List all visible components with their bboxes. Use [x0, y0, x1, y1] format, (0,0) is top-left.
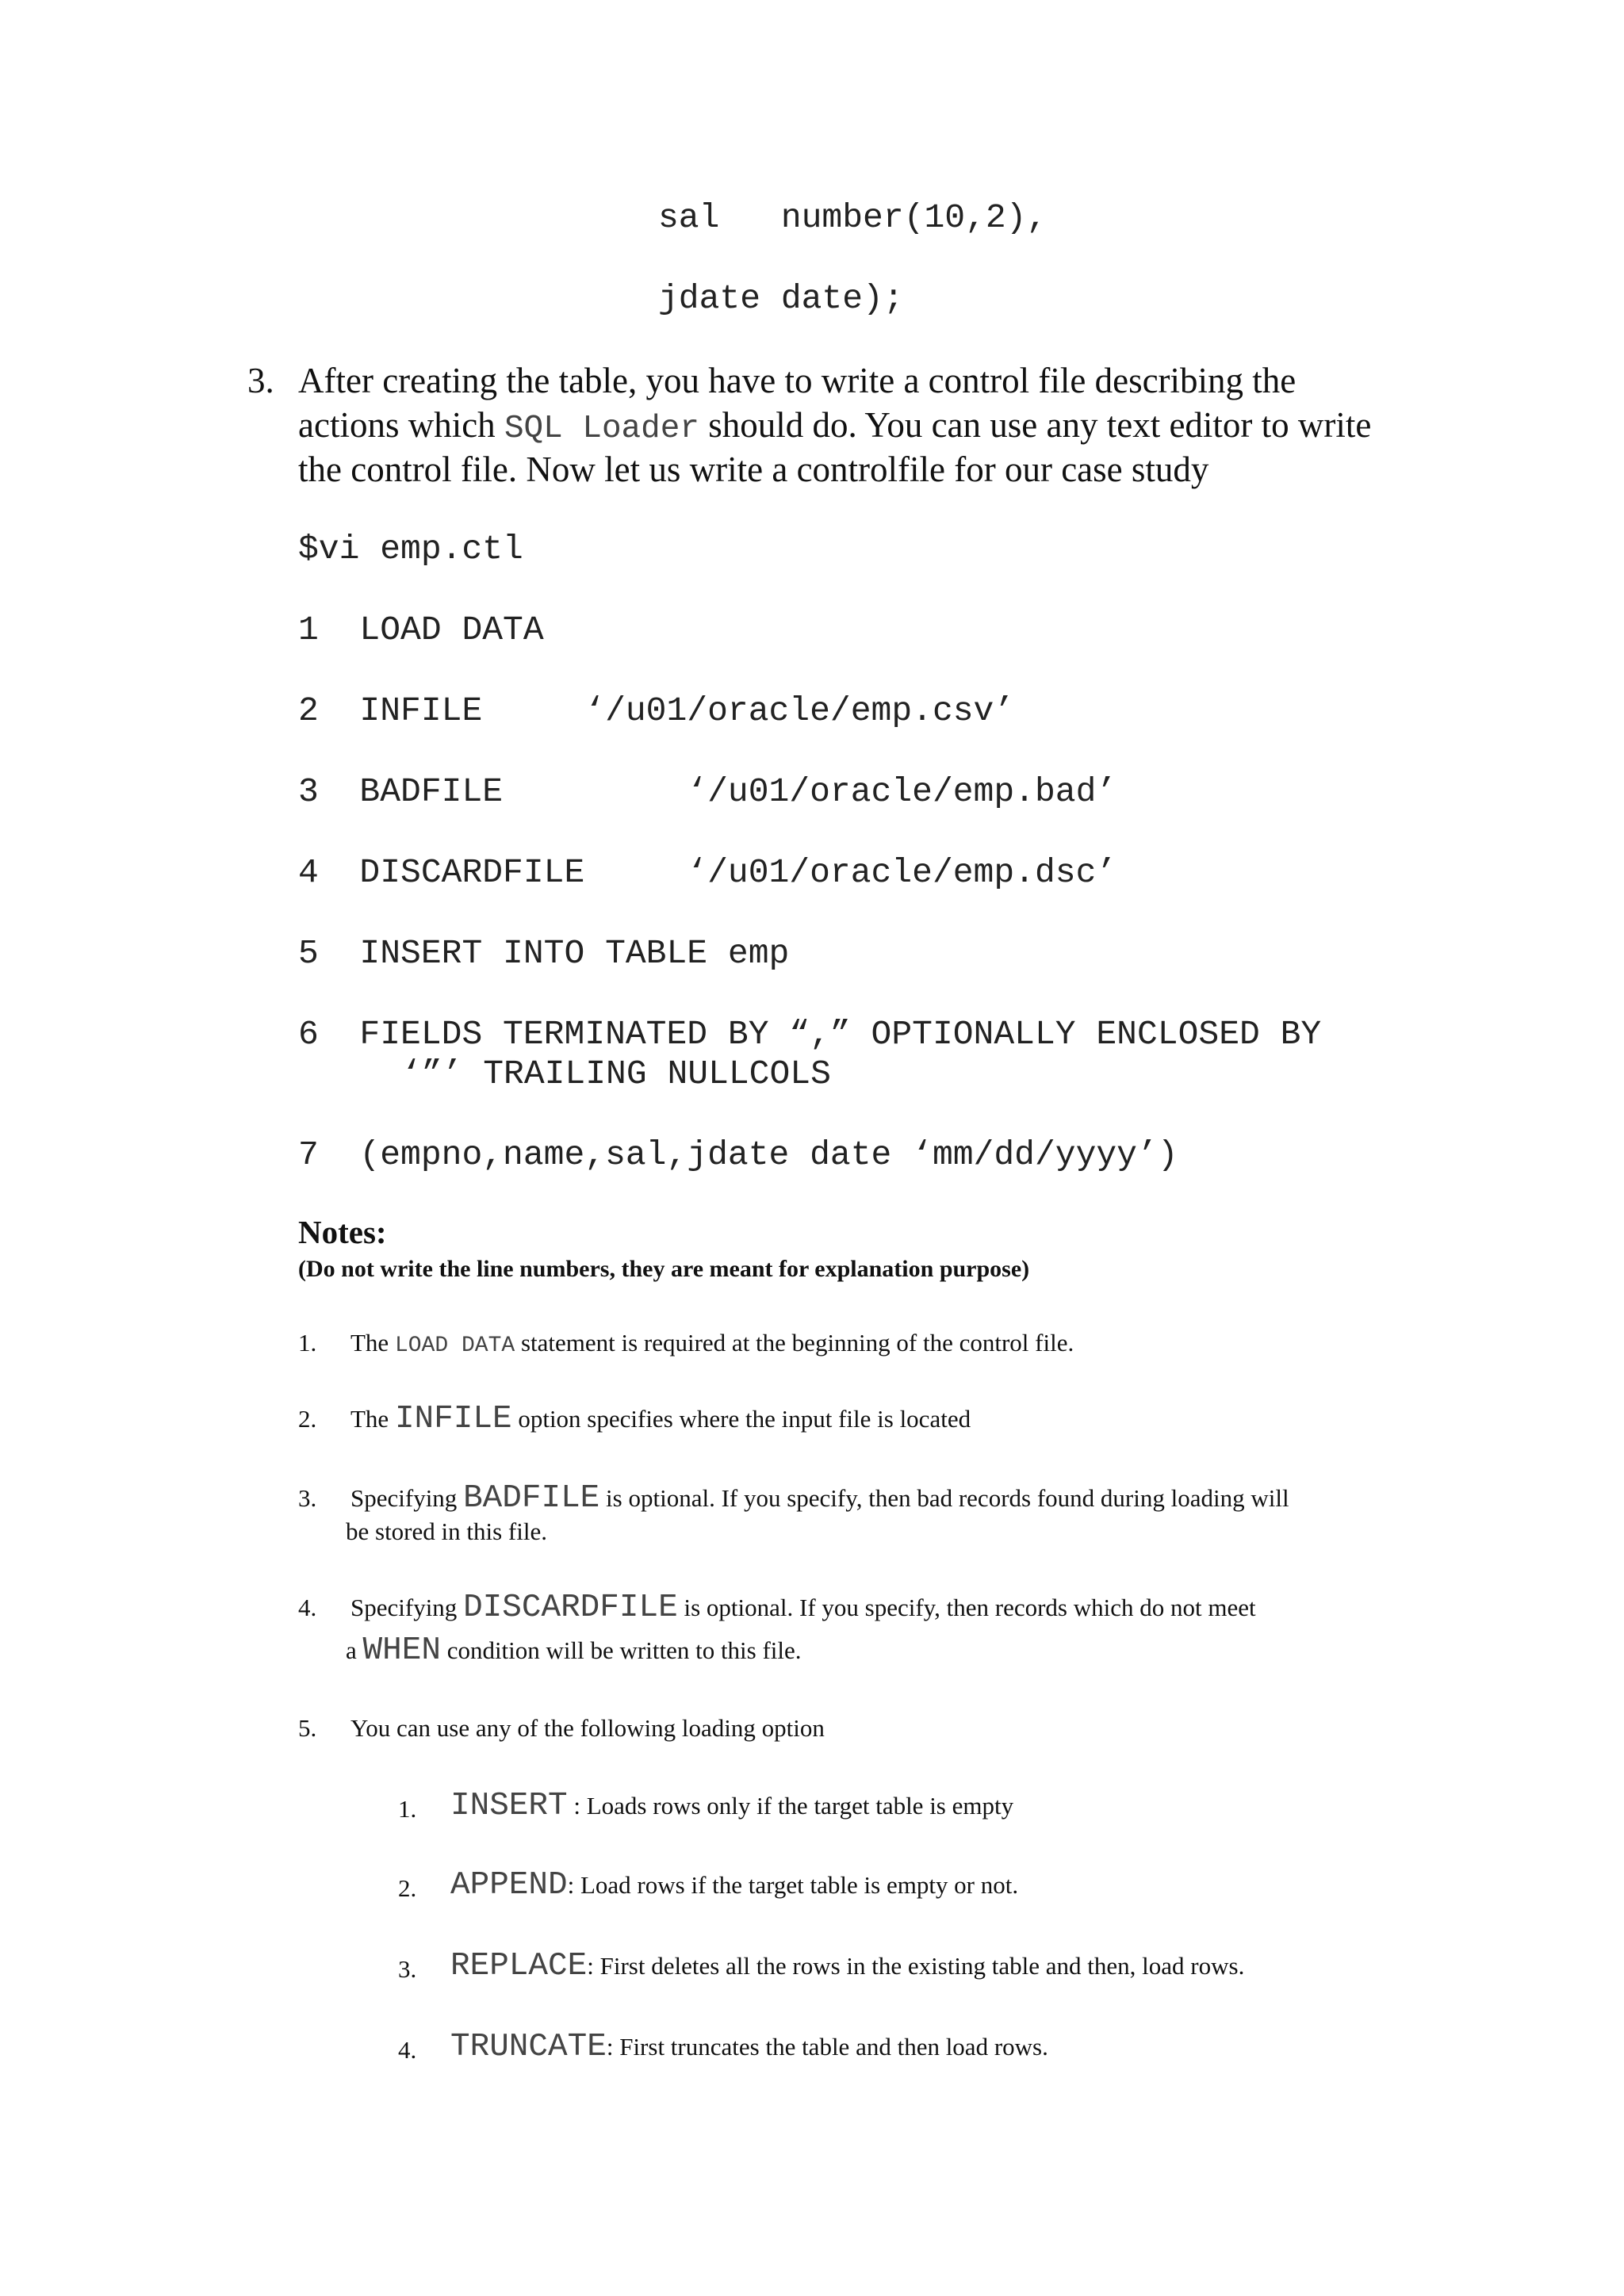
step3-line3: the control file. Now let us write a controlfile for our case study — [298, 450, 1209, 489]
option-append: APPEND: Load rows if the target table is empty or not. — [450, 1867, 1019, 1904]
note-1-number: 1. — [298, 1329, 317, 1357]
ctl-line-4: 4 DISCARDFILE ‘/u01/oracle/emp.dsc’ — [298, 853, 1117, 892]
note-3-line2: be stored in this file. — [346, 1517, 547, 1545]
option-3-number: 3. — [398, 1955, 417, 1983]
option-2-number: 2. — [398, 1874, 417, 1902]
note-2-number: 2. — [298, 1405, 317, 1433]
ctl-line-5: 5 INSERT INTO TABLE emp — [298, 934, 790, 973]
code-line-jdate: jdate date); — [658, 279, 904, 318]
ctl-line-6: 6 FIELDS TERMINATED BY “,” OPTIONALLY ENCLOSED BY — [298, 1015, 1322, 1054]
ctl-line-7: 7 (empno,name,sal,jdate date ‘mm/dd/yyyy’) — [298, 1135, 1178, 1174]
option-4-number: 4. — [398, 2036, 417, 2064]
note-5-number: 5. — [298, 1714, 317, 1742]
step3-line2: actions which SQL Loader should do. You can use any text editor to write — [298, 405, 1372, 447]
shell-command: $vi emp.ctl — [298, 530, 523, 568]
note-4-number: 4. — [298, 1594, 317, 1621]
note-4-line2: a WHEN condition will be written to this file. — [346, 1632, 802, 1669]
option-truncate: TRUNCATE: First truncates the table and then load rows. — [450, 2029, 1048, 2065]
step-number: 3. — [247, 361, 274, 400]
ctl-line-3: 3 BADFILE ‘/u01/oracle/emp.bad’ — [298, 772, 1117, 811]
note-5: You can use any of the following loading option — [350, 1714, 825, 1742]
note-3-number: 3. — [298, 1484, 317, 1512]
code-line-sal: sal number(10,2), — [658, 198, 1048, 237]
notes-heading: Notes: — [298, 1214, 387, 1250]
ctl-line-2: 2 INFILE ‘/u01/oracle/emp.csv’ — [298, 691, 1015, 730]
ctl-line-6-cont: ‘”’ TRAILING NULLCOLS — [401, 1054, 831, 1093]
ctl-line-1: 1 LOAD DATA — [298, 610, 544, 649]
option-replace: REPLACE: First deletes all the rows in the existing table and then, load rows. — [450, 1948, 1245, 1984]
step3-line1: After creating the table, you have to write a control file describing the — [298, 361, 1297, 400]
option-insert: INSERT : Loads rows only if the target table is empty — [450, 1788, 1014, 1824]
note-3: Specifying BADFILE is optional. If you specify, then bad records found during loading will — [350, 1480, 1289, 1517]
note-1: The LOAD DATA statement is required at the beginning of the control file. — [350, 1329, 1074, 1358]
note-4: Specifying DISCARDFILE is optional. If you specify, then records which do not meet — [350, 1590, 1256, 1626]
note-2: The INFILE option specifies where the input file is located — [350, 1401, 971, 1437]
notes-subheading: (Do not write the line numbers, they are meant for explanation purpose) — [298, 1256, 1030, 1282]
option-1-number: 1. — [398, 1795, 417, 1823]
